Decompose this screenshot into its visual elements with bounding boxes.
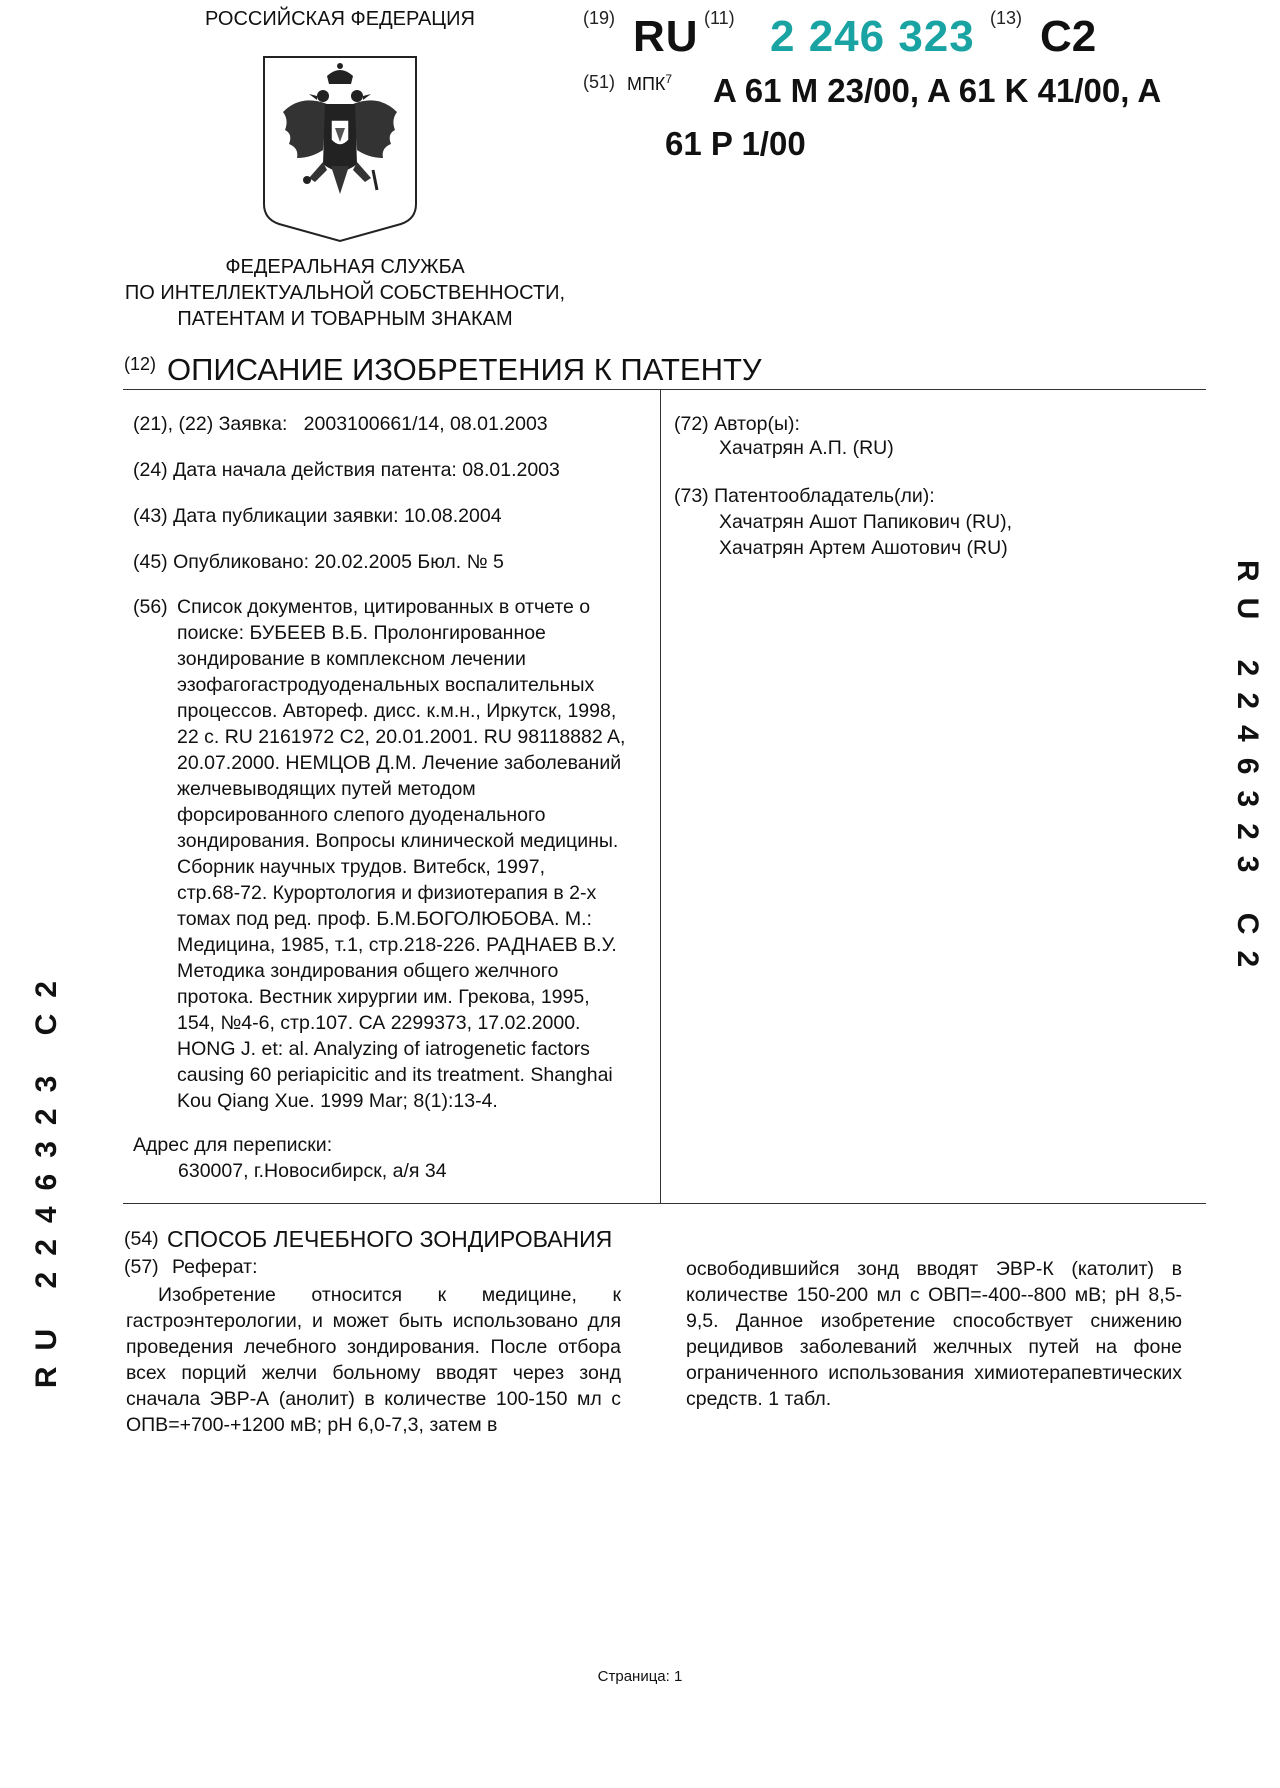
- field-cited-documents: [133, 594, 653, 1114]
- cited-line: зондирование в комплексном лечении: [177, 648, 526, 670]
- kind-code: C2: [1040, 12, 1097, 61]
- field-application: [133, 411, 548, 437]
- cited-line: Сборник научных трудов. Витебск, 1997,: [177, 856, 545, 878]
- country-name: РОССИЙСКАЯ ФЕДЕРАЦИЯ: [205, 8, 475, 30]
- authors-value: Хачатрян А.П. (RU): [719, 437, 894, 459]
- abstract-column-left: Изобретение относится к медицине, к гастроэнтерологии, и может быть использовано для проведения лечебного зондирования. После отбора всех порций желчи больному вводят через зонд сначала ЭВР-А (анолит) в количестве 100-150 мл с ОПВ=+700-+1200 мВ; pH 6,0-7,3, затем в: [126, 1284, 621, 1436]
- ipc-classes-line-1: A 61 M 23/00, A 61 K 41/00, A: [713, 72, 1162, 109]
- cited-line: 22 с. RU 2161972 С2, 20.01.2001. RU 98118882 A,: [177, 726, 626, 748]
- cited-line: стр.68-72. Курортология и физиотерапия в 2-х: [177, 882, 597, 904]
- field-application-publication-date: [133, 503, 502, 529]
- correspondence-address-label: Адрес для переписки:: [133, 1134, 333, 1156]
- code-13: (13): [990, 8, 1023, 28]
- mpk-label: [627, 72, 672, 95]
- field-value: 20.02.2005 Бюл. № 5: [314, 551, 504, 573]
- agency-line-1: ФЕДЕРАЛЬНАЯ СЛУЖБА: [225, 256, 465, 278]
- field-value: 10.08.2004: [403, 505, 502, 527]
- cited-line: поиске: БУБЕЕВ В.Б. Пролонгированное: [177, 622, 546, 644]
- field-label: Дата публикации заявки:: [173, 505, 399, 527]
- divider-vertical: [660, 389, 661, 1203]
- code-12: (12): [124, 354, 157, 374]
- abstract-label: Реферат:: [172, 1256, 258, 1278]
- field-code: (43): [133, 505, 168, 527]
- mpk-edition: 7: [665, 72, 673, 86]
- cited-line: Kou Qiang Xue. 1999 Mar; 8(1):13-4.: [177, 1090, 498, 1112]
- mpk-label-text: МПК: [627, 74, 666, 94]
- field-code: (72): [674, 413, 709, 435]
- divider-bottom: [123, 1203, 1206, 1204]
- correspondence-address-value: 630007, г.Новосибирск, а/я 34: [178, 1160, 447, 1182]
- cited-line: форсированного слепого дуоденального: [177, 804, 546, 826]
- agency-name: [110, 254, 580, 332]
- divider-top: [123, 389, 1206, 390]
- patent-holders-value: [719, 509, 1012, 561]
- field-published: [133, 549, 504, 575]
- ipc-classes-line-2: 61 P 1/00: [665, 125, 806, 162]
- side-patent-id-left: RU 2246323 C2: [30, 965, 63, 1389]
- cited-line: Медицина, 1985, т.1, стр.218-226. РАДНАЕВ В.У.: [177, 934, 617, 956]
- abstract-column-right: освободившийся зонд вводят ЭВР-К (католит) в количестве 150-200 мл с ОВП=-400--800 мВ; pH 8,5-9,5. Данное изобретение способствует снижению рецидивов заболеваний желчных путей на фоне ограниченного использования химиотерапевтических средств. 1 табл.: [686, 1258, 1182, 1410]
- cited-line: зондирования. Вопросы клинической медицины.: [177, 830, 619, 852]
- country-code: RU: [633, 12, 699, 61]
- agency-line-3: ПАТЕНТАМ И ТОВАРНЫМ ЗНАКАМ: [177, 308, 513, 330]
- cited-line: Список документов, цитированных в отчете о: [177, 596, 591, 618]
- field-code: (21), (22): [133, 413, 214, 435]
- cited-documents-text: [177, 594, 653, 1114]
- field-code: (73): [674, 485, 709, 507]
- code-19: (19): [583, 8, 616, 28]
- field-patent-start-date: [133, 457, 560, 483]
- document-title: ОПИСАНИЕ ИЗОБРЕТЕНИЯ К ПАТЕНТУ: [167, 352, 762, 387]
- code-54: (54): [124, 1228, 159, 1250]
- field-label: Дата начала действия патента:: [173, 459, 457, 481]
- field-label: Патентообладатель(ли):: [714, 485, 935, 507]
- patent-holder: Хачатрян Артем Ашотович (RU): [719, 537, 1008, 559]
- cited-line: эзофагогастродуоденальных воспалительных: [177, 674, 595, 696]
- field-code: (24): [133, 459, 168, 481]
- code-11: (11): [704, 8, 735, 28]
- field-authors: [674, 411, 800, 437]
- page-number: Страница: 1: [597, 1668, 683, 1685]
- field-code: (56): [133, 596, 168, 618]
- cited-line: causing 60 periapicitic and its treatment. Shanghai: [177, 1064, 613, 1086]
- agency-line-2: ПО ИНТЕЛЛЕКТУАЛЬНОЙ СОБСТВЕННОСТИ,: [124, 282, 566, 304]
- cited-line: 154, №4-6, стр.107. СА 2299373, 17.02.2000.: [177, 1012, 581, 1034]
- field-label: Заявка:: [218, 413, 288, 435]
- field-label: Автор(ы):: [714, 413, 800, 435]
- cited-line: 20.07.2000. НЕМЦОВ Д.М. Лечение заболеваний: [177, 752, 622, 774]
- field-label: Опубликовано:: [173, 551, 309, 573]
- patent-number: 2 246 323: [770, 12, 975, 61]
- field-code: (45): [133, 551, 168, 573]
- cited-line: HONG J. et: al. Analyzing of iatrogenetic factors: [177, 1038, 590, 1060]
- cited-line: томах под ред. проф. Б.М.БОГОЛЮБОВА. М.:: [177, 908, 592, 930]
- invention-title: СПОСОБ ЛЕЧЕБНОГО ЗОНДИРОВАНИЯ: [167, 1226, 613, 1252]
- code-57: (57): [124, 1256, 159, 1278]
- field-patent-holders: [674, 483, 935, 509]
- field-value: 08.01.2003: [462, 459, 560, 481]
- cited-line: Методика зондирования общего желчного: [177, 960, 559, 982]
- cited-line: желчевыводящих путей методом: [177, 778, 476, 800]
- cited-line: процессов. Автореф. дисс. к.м.н., Иркутск, 1998,: [177, 700, 617, 722]
- side-patent-id-right: RU 2246323 C2: [1231, 560, 1264, 984]
- russian-coat-of-arms-icon: [261, 54, 419, 244]
- field-value: 2003100661/14, 08.01.2003: [303, 413, 548, 435]
- cited-line: протока. Вестник хирургии им. Грекова, 1995,: [177, 986, 590, 1008]
- code-51: (51): [583, 72, 616, 92]
- patent-holder: Хачатрян Ашот Папикович (RU),: [719, 511, 1013, 533]
